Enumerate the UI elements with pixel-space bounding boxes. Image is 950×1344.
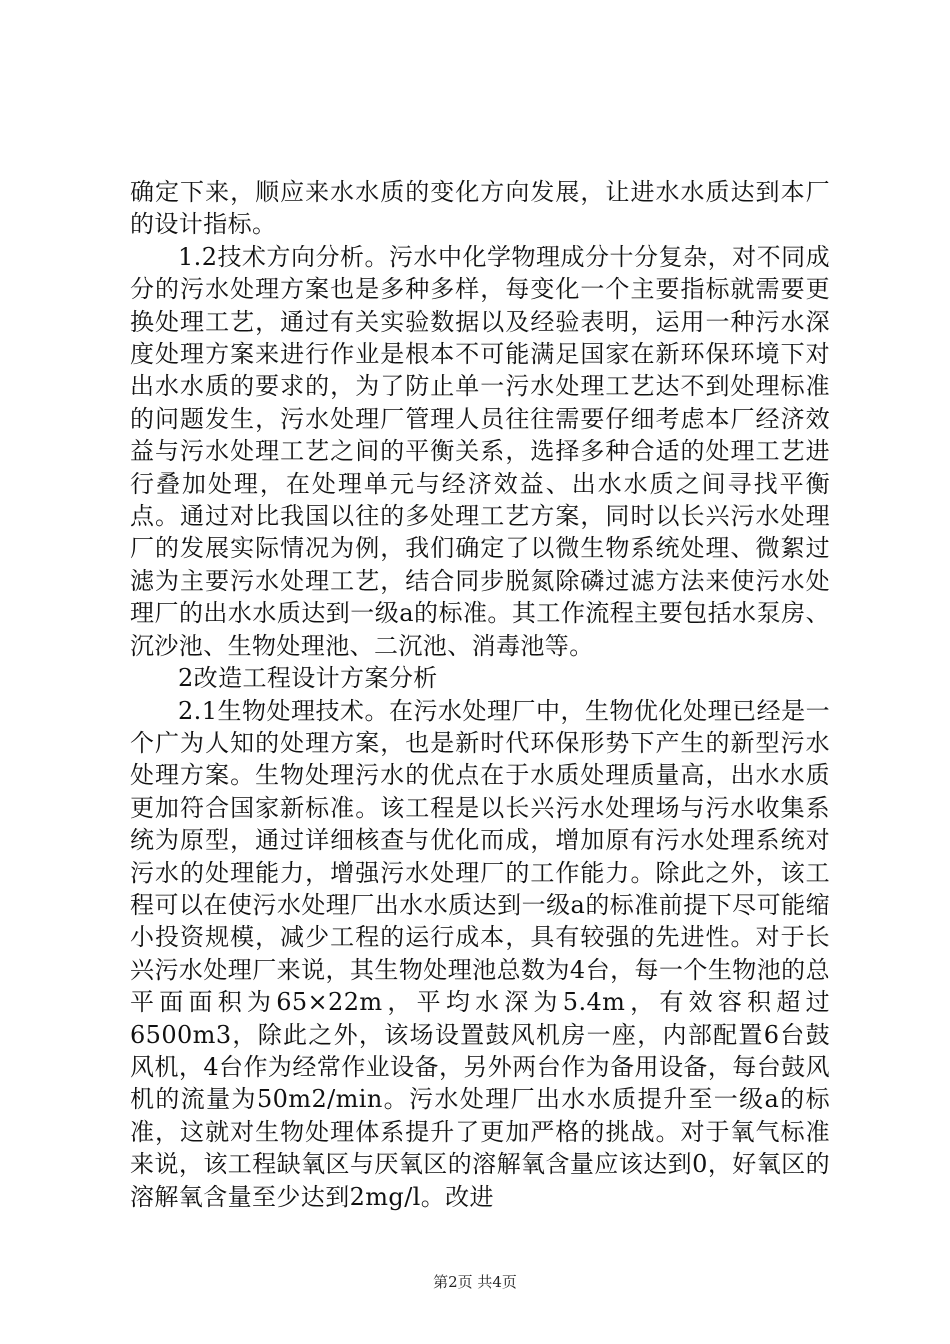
section-heading-2: 2改造工程设计方案分析	[178, 664, 438, 693]
paragraph-section-2-1: 2.1生物处理技术。在污水处理厂中，生物优化处理已经是一个广为人知的处理方案，也是新时代环保形势下产生的新型污水处理方案。生物处理污水的优点在于水质处理质量高，出水水质更加符合国家新标准。该工程是以长兴污水处理场与污水收集系统为原型，通过详细核查与优化而成，增加原有污水处理系统对污水的处理能力，增强污水处理厂的工作能力。除此之外，该工程可以在使污水处理厂出水水质达到一级a的标准前提下尽可能缩小投资规模，减少工程的运行成本，具有较强的先进性。对于长兴污水处理厂来说，其生物处理池总数为4台，每一个生物池的总平面面积为65×22m，平均水深为5.4m，有效容积超过6500m3，除此之外，该场设置鼓风机房一座，内部配置6台鼓风机，4台作为经常作业设备，另外两台作为备用设备，每台鼓风机的流量为50m2/min。污水处理厂出水水质提升至一级a的标准，这就对生物处理体系提升了更加严格的挑战。对于氧气标准来说，该工程缺氧区与厌氧区的溶解氧含量应该达到0，好氧区的溶解氧含量至少达到2mg/l。改进	[130, 696, 830, 1211]
page-footer: 第2页 共4页	[433, 1273, 517, 1291]
paragraph-continuation: 确定下来，顺应来水水质的变化方向发展，让进水水质达到本厂的设计指标。	[130, 178, 830, 239]
paragraph-section-1-2: 1.2技术方向分析。污水中化学物理成分十分复杂，对不同成分的污水处理方案也是多种多样，每变化一个主要指标就需要更换处理工艺，通过有关实验数据以及经验表明，运用一种污水深度处理方案来进行作业是根本不可能满足国家在新环保环境下对出水水质的要求的，为了防止单一污水处理工艺达不到处理标准的问题发生，污水处理厂管理人员往往需要仔细考虑本厂经济效益与污水处理工艺之间的平衡关系，选择多种合适的处理工艺进行叠加处理，在处理单元与经济效益、出水水质之间寻找平衡点。通过对比我国以往的多处理工艺方案，同时以长兴污水处理厂的发展实际情况为例，我们确定了以微生物系统处理、微絮过滤为主要污水处理工艺，结合同步脱氮除磷过滤方法来使污水处理厂的出水水质达到一级a的标准。其工作流程主要包括水泵房、沉沙池、生物处理池、二沉池、消毒池等。	[130, 242, 830, 660]
body-text	[130, 176, 830, 1213]
